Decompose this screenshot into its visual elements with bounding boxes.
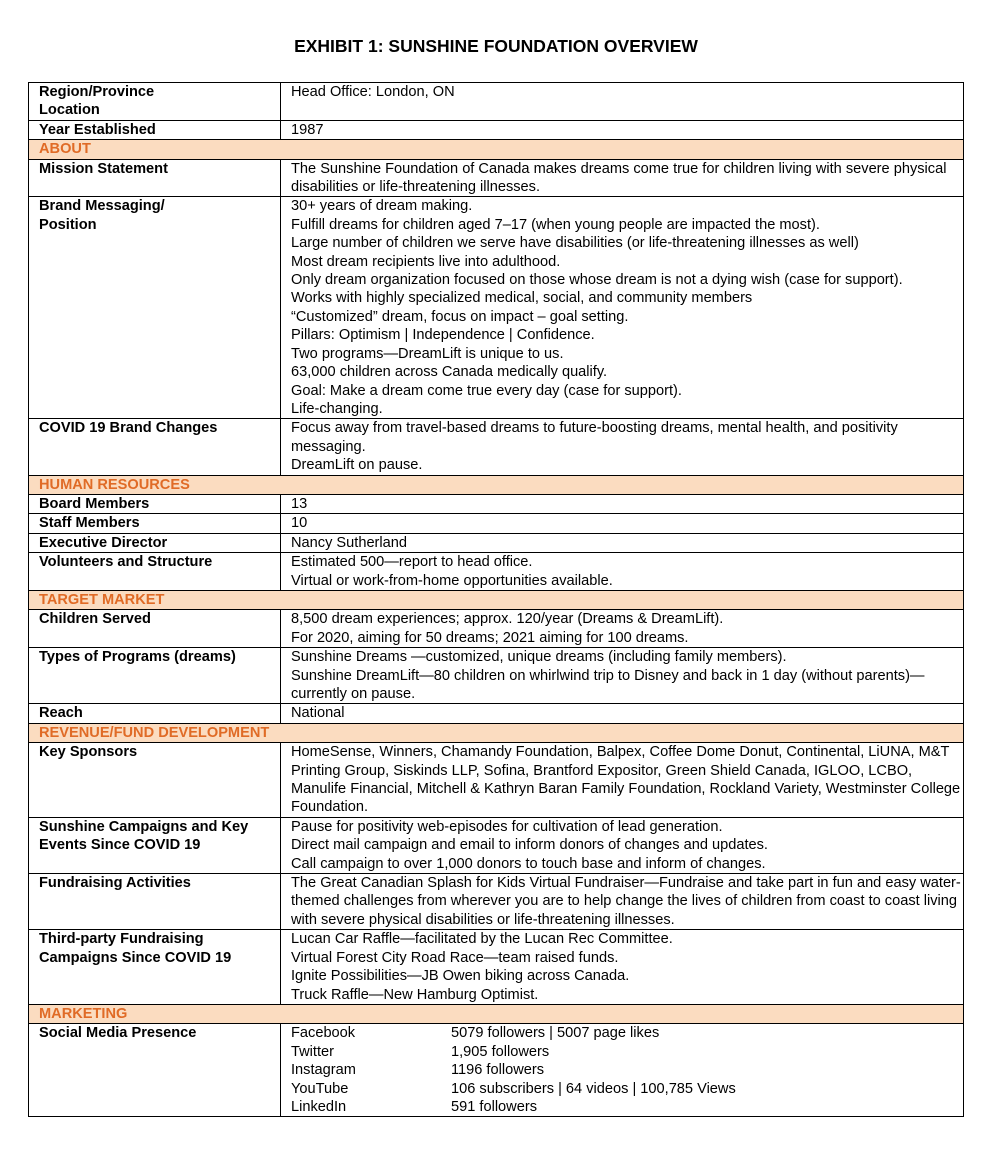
section-header-target-market: TARGET MARKET bbox=[29, 590, 964, 609]
list-item: Call campaign to over 1,000 donors to touch base and inform of changes. bbox=[291, 855, 766, 872]
platform-stat: 1196 followers bbox=[451, 1062, 545, 1079]
list-item: Sunshine Dreams —customized, unique dreams (including family members). bbox=[291, 649, 787, 666]
row-label: Children Served bbox=[29, 610, 281, 648]
row-label: Key Sponsors bbox=[29, 743, 281, 818]
row-value bbox=[281, 817, 964, 873]
list-item: Estimated 500—report to head office. bbox=[291, 554, 533, 571]
row-value bbox=[281, 610, 964, 648]
section-header-about: ABOUT bbox=[29, 140, 964, 159]
row-label: Types of Programs (dreams) bbox=[29, 648, 281, 704]
list-item: DreamLift on pause. bbox=[291, 457, 423, 474]
table-row bbox=[29, 120, 964, 139]
list-item: Sunshine DreamLift—80 children on whirlwind trip to Disney and back in 1 day (without parents)— currently on pause. bbox=[291, 667, 925, 702]
platform-stat: 5079 followers | 5007 page likes bbox=[451, 1025, 660, 1042]
platform-name: Facebook bbox=[291, 1025, 356, 1042]
row-label: Executive Director bbox=[29, 533, 281, 552]
platform-name: LinkedIn bbox=[291, 1098, 347, 1115]
exhibit-title: EXHIBIT 1: SUNSHINE FOUNDATION OVERVIEW bbox=[294, 36, 698, 56]
row-value bbox=[281, 197, 964, 419]
row-label: Fundraising Activities bbox=[29, 874, 281, 930]
table-row bbox=[29, 83, 964, 121]
table-row bbox=[29, 553, 964, 591]
row-value bbox=[281, 930, 964, 1005]
section-header-revenue: REVENUE/FUND DEVELOPMENT bbox=[29, 723, 964, 742]
list-item: Works with highly specialized medical, social, and community members bbox=[291, 290, 753, 307]
row-value bbox=[281, 419, 964, 475]
section-header-human-resources: HUMAN RESOURCES bbox=[29, 475, 964, 494]
table-row bbox=[29, 817, 964, 873]
platform-name: YouTube bbox=[291, 1080, 349, 1097]
row-label: Reach bbox=[29, 704, 281, 723]
list-item: 63,000 children across Canada medically qualify. bbox=[291, 364, 608, 381]
table-row bbox=[29, 514, 964, 533]
list-item: Truck Raffle—New Hamburg Optimist. bbox=[291, 986, 539, 1003]
row-value: National bbox=[281, 704, 964, 723]
platform-stat: 1,905 followers bbox=[451, 1043, 550, 1060]
row-value bbox=[281, 1024, 964, 1117]
list-item: Two programs—DreamLift is unique to us. bbox=[291, 345, 564, 362]
table-row bbox=[29, 159, 964, 197]
list-item: Virtual or work-from-home opportunities available. bbox=[291, 572, 613, 589]
row-label: Mission Statement bbox=[29, 159, 281, 197]
list-item: Fulfill dreams for children aged 7–17 (when young people are impacted the most). bbox=[291, 216, 820, 233]
row-value: 10 bbox=[281, 514, 964, 533]
platform-name: Instagram bbox=[291, 1062, 356, 1079]
social-media-item bbox=[291, 1024, 963, 1042]
table-row bbox=[29, 533, 964, 552]
list-item: Ignite Possibilities—JB Owen biking across Canada. bbox=[291, 968, 630, 985]
row-value: The Sunshine Foundation of Canada makes dreams come true for children living with severe physical disabilities or life-threatening illnesses. bbox=[281, 159, 964, 197]
row-label: Year Established bbox=[29, 120, 281, 139]
row-label: Board Members bbox=[29, 494, 281, 513]
list-item: Pillars: Optimism | Independence | Confidence. bbox=[291, 327, 595, 344]
table-row bbox=[29, 930, 964, 1005]
row-label: Sunshine Campaigns and Key Events Since COVID 19 bbox=[29, 817, 281, 873]
row-value bbox=[281, 553, 964, 591]
table-row bbox=[29, 197, 964, 419]
list-item: 8,500 dream experiences; approx. 120/year (Dreams & DreamLift). bbox=[291, 611, 724, 628]
table-row bbox=[29, 743, 964, 818]
row-value: Nancy Sutherland bbox=[281, 533, 964, 552]
table-row bbox=[29, 648, 964, 704]
table-row bbox=[29, 494, 964, 513]
table-row bbox=[29, 610, 964, 648]
list-item: Goal: Make a dream come true every day (case for support). bbox=[291, 382, 682, 399]
row-label: Staff Members bbox=[29, 514, 281, 533]
social-media-item bbox=[291, 1043, 963, 1061]
row-value: Head Office: London, ON bbox=[281, 83, 964, 121]
list-item: Lucan Car Raffle—facilitated by the Lucan Rec Committee. bbox=[291, 931, 673, 948]
row-label: Brand Messaging/ Position bbox=[29, 197, 281, 419]
platform-name: Twitter bbox=[291, 1043, 334, 1060]
list-item: Most dream recipients live into adulthood. bbox=[291, 253, 561, 270]
row-label: Volunteers and Structure bbox=[29, 553, 281, 591]
list-item: Focus away from travel-based dreams to future-boosting dreams, mental health, and positivity messaging. bbox=[291, 420, 898, 455]
row-label: Region/Province Location bbox=[29, 83, 281, 121]
social-media-item bbox=[291, 1098, 963, 1116]
row-value bbox=[281, 648, 964, 704]
list-item: Only dream organization focused on those whose dream is not a dying wish (case for support). bbox=[291, 272, 903, 289]
social-media-item bbox=[291, 1061, 963, 1079]
list-item: “Customized” dream, focus on impact – goal setting. bbox=[291, 308, 629, 325]
row-label: Social Media Presence bbox=[29, 1024, 281, 1117]
table-row bbox=[29, 1024, 964, 1117]
row-value: 1987 bbox=[281, 120, 964, 139]
section-header-marketing: MARKETING bbox=[29, 1004, 964, 1023]
row-value: HomeSense, Winners, Chamandy Foundation, Balpex, Coffee Dome Donut, Continental, LiUNA, M&T Printing Group, Siskinds LLP, Sofina, Brantford Expositor, Green Shield Canada, IGLOO, LCBO, Manulife Financial, Mitchell & Kathryn Baran Family Foundation, Rockland Variety, Westminster College Foundation. bbox=[281, 743, 964, 818]
list-item: Virtual Forest City Road Race—team raised funds. bbox=[291, 949, 619, 966]
row-label: Third-party Fundraising Campaigns Since COVID 19 bbox=[29, 930, 281, 1005]
list-item: For 2020, aiming for 50 dreams; 2021 aiming for 100 dreams. bbox=[291, 629, 689, 646]
social-media-item bbox=[291, 1080, 963, 1098]
table-row bbox=[29, 419, 964, 475]
row-value: 13 bbox=[281, 494, 964, 513]
table-row bbox=[29, 704, 964, 723]
overview-table bbox=[28, 82, 964, 1117]
list-item: Pause for positivity web-episodes for cultivation of lead generation. bbox=[291, 818, 723, 835]
list-item: Large number of children we serve have disabilities (or life-threatening illnesses as well) bbox=[291, 235, 859, 252]
list-item: 30+ years of dream making. bbox=[291, 198, 473, 215]
list-item: Direct mail campaign and email to inform donors of changes and updates. bbox=[291, 837, 768, 854]
table-row bbox=[29, 874, 964, 930]
platform-stat: 106 subscribers | 64 videos | 100,785 Views bbox=[451, 1080, 736, 1097]
list-item: Life-changing. bbox=[291, 400, 383, 417]
row-value: The Great Canadian Splash for Kids Virtual Fundraiser—Fundraise and take part in fun and easy water-themed challenges from wherever you are to help change the lives of children from coast to coast living with severe physical disabilities or life-threatening illnesses. bbox=[281, 874, 964, 930]
row-label: COVID 19 Brand Changes bbox=[29, 419, 281, 475]
platform-stat: 591 followers bbox=[451, 1098, 537, 1115]
